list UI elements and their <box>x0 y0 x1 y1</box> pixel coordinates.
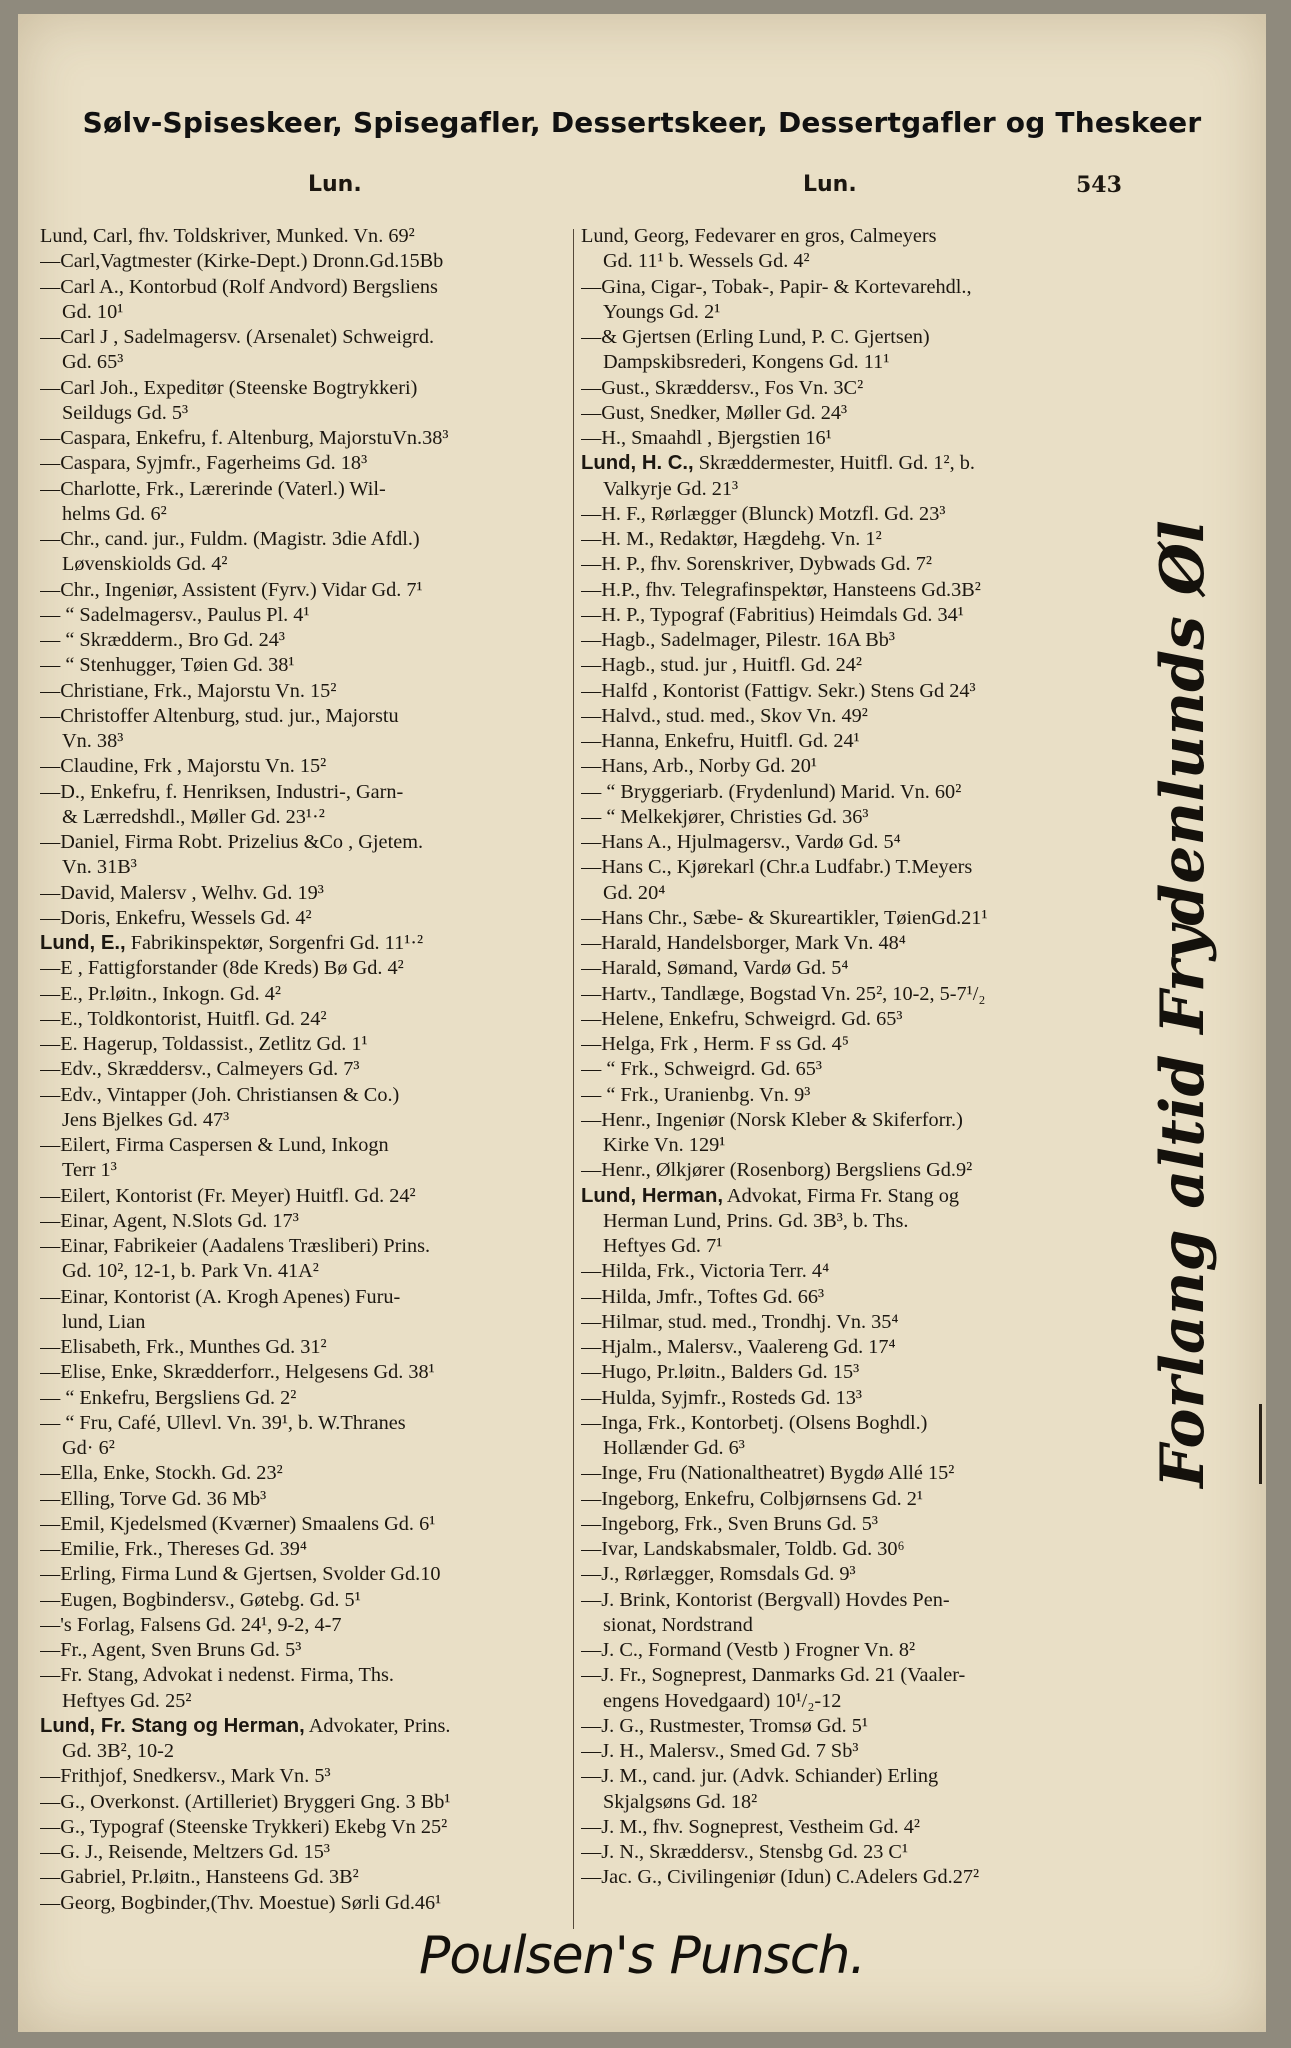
entry-line: — “ Sadelmagersv., Paulus Pl. 4¹ <box>40 603 310 626</box>
entry-line: —E., Pr.løitn., Inkogn. Gd. 4² <box>40 982 282 1005</box>
entry-line: —Fr. Stang, Advokat i nedenst. Firma, Ths. <box>40 1664 394 1687</box>
entry-line: —Helga, Frk , Herm. F ss Gd. 4⁵ <box>581 1033 849 1055</box>
entry-line: —David, Malersv , Welhv. Gd. 19³ <box>40 881 324 904</box>
entry-line: —Emilie, Frk., Thereses Gd. 39⁴ <box>40 1538 307 1560</box>
entry-line: Herman Lund, Prins. Gd. 3B³, b. Ths. <box>603 1209 909 1232</box>
entry-line: —'s Forlag, Falsens Gd. 24¹, 9-2, 4-7 <box>40 1613 342 1636</box>
left-column-header: Lun. <box>308 172 362 197</box>
entry-line: —Carl,Vagtmester (Kirke-Dept.) Dronn.Gd.15Bb <box>40 250 444 273</box>
entry-line: Valkyrje Gd. 21³ <box>603 477 739 500</box>
entry-line: —Hulda, Syjmfr., Rosteds Gd. 13³ <box>581 1386 863 1409</box>
entry-line: —Einar, Fabrikeier (Aadalens Træsliberi) Prins. <box>40 1235 431 1257</box>
entry-line: —Halvd., stud. med., Skov Vn. 49² <box>581 704 868 727</box>
entry-line: —Frithjof, Snedkersv., Mark Vn. 5³ <box>40 1765 331 1788</box>
entry-line: —Eilert, Firma Caspersen & Lund, Inkogn <box>40 1134 389 1156</box>
entry-line: —G. J., Reisende, Meltzers Gd. 15³ <box>40 1841 330 1863</box>
entry-line: & Lærredshdl., Møller Gd. 23¹·² <box>62 805 325 828</box>
entry-line: —& Gjertsen (Erling Lund, P. C. Gjertsen) <box>581 326 930 348</box>
entry-line: —E., Toldkontorist, Huitfl. Gd. 24² <box>40 1007 327 1030</box>
entry-line: lund, Lian <box>62 1310 146 1333</box>
entry-line: —H. P., fhv. Sorenskriver, Dybwads Gd. 7² <box>581 553 932 576</box>
entry-line: —Eugen, Bogbindersv., Gøtebg. Gd. 5¹ <box>40 1588 361 1611</box>
entry-line: —Ivar, Landskabsmaler, Toldb. Gd. 30⁶ <box>581 1538 905 1560</box>
side-advertisement <box>1148 484 1218 1524</box>
entry-line: — “ Frk., Schweigrd. Gd. 65³ <box>581 1058 822 1081</box>
entry-line: —Gina, Cigar-, Tobak-, Papir- & Kortevarehdl., <box>581 275 972 298</box>
entry-line: —Ella, Enke, Stockh. Gd. 23² <box>40 1462 283 1485</box>
entry-line: —Chr., cand. jur., Fuldm. (Magistr. 3die Afdl.) <box>40 528 420 550</box>
entry-line: —J. N., Skræddersv., Stensbg Gd. 23 C¹ <box>581 1841 909 1863</box>
entry-line: —Hagb., Sadelmager, Pilestr. 16A Bb³ <box>581 629 895 651</box>
entry-line: —Carl Joh., Expeditør (Steenske Bogtrykkeri) <box>40 376 418 399</box>
entry-line: —Carl A., Kontorbud (Rolf Andvord) Bergsliens <box>40 275 438 298</box>
entry-line: — “ Stenhugger, Tøien Gd. 38¹ <box>40 654 295 677</box>
entry-line: —Henr., Ingeniør (Norsk Kleber & Skiferforr.) <box>581 1108 963 1131</box>
entry-line: Lund, Herman, Advokat, Firma Fr. Stang og <box>581 1184 960 1207</box>
entry-line: —H. M., Redaktør, Hægdehg. Vn. 1² <box>581 528 882 550</box>
entry-line: — “ Bryggeriarb. (Frydenlund) Marid. Vn. 60² <box>581 780 962 803</box>
entry-line: —Claudine, Frk , Majorstu Vn. 15² <box>40 755 327 778</box>
entry-line: —Caspara, Enkefru, f. Altenburg, MajorstuVn.38³ <box>40 427 449 449</box>
entry-line: Terr 1³ <box>62 1159 117 1182</box>
entry-line: —Hans A., Hjulmagersv., Vardø Gd. 5⁴ <box>581 831 901 853</box>
entry-line: Vn. 31B³ <box>62 856 137 879</box>
top-banner-ad: Sølv-Spiseskeer, Spisegafler, Dessertskeer, Dessertgafler og Theskeer <box>82 106 1202 139</box>
entry-line: —H.P., fhv. Telegrafinspektør, Hansteens Gd.3B² <box>581 578 981 601</box>
entry-line: —Hagb., stud. jur , Huitfl. Gd. 24² <box>581 654 862 677</box>
entry-line: —H. P., Typograf (Fabritius) Heimdals Gd. 34¹ <box>581 603 964 626</box>
entry-line: —J., Rørlægger, Romsdals Gd. 9³ <box>581 1563 856 1586</box>
entry-line: Gd. 10², 12-1, b. Park Vn. 41A² <box>62 1260 319 1283</box>
entry-line: —Christiane, Frk., Majorstu Vn. 15² <box>40 679 337 702</box>
entry-line: —J. Brink, Kontorist (Bergvall) Hovdes Pen- <box>581 1588 950 1611</box>
entry-line: —Inge, Fru (Nationaltheatret) Bygdø Allé 15² <box>581 1462 955 1485</box>
entry-line: —Elling, Torve Gd. 36 Mb³ <box>40 1487 267 1510</box>
entry-line: —Edv., Skræddersv., Calmeyers Gd. 7³ <box>40 1058 360 1081</box>
entry-line: —Eilert, Kontorist (Fr. Meyer) Huitfl. Gd. 24² <box>40 1184 416 1207</box>
entry-line: —J. M., cand. jur. (Advk. Schiander) Erling <box>581 1765 939 1788</box>
entry-line: Lund, E., Fabrikinspektør, Sorgenfri Gd. 11¹·² <box>40 932 424 954</box>
entry-line: —Hilmar, stud. med., Trondhj. Vn. 35⁴ <box>581 1310 899 1333</box>
entry-line: — “ Frk., Uranienbg. Vn. 9³ <box>581 1083 811 1106</box>
entry-line: —Hans C., Kjørekarl (Chr.a Ludfabr.) T.Meyers <box>581 856 973 879</box>
entry-line: Heftyes Gd. 25² <box>62 1689 192 1712</box>
entry-line: —H. F., Rørlægger (Blunck) Motzfl. Gd. 23³ <box>581 502 946 525</box>
entry-line: Kirke Vn. 129¹ <box>603 1134 726 1156</box>
entry-line: —Emil, Kjedelsmed (Kværner) Smaalens Gd. 6¹ <box>40 1512 436 1535</box>
entry-line: —G., Typograf (Steenske Trykkeri) Ekebg Vn 25² <box>40 1815 448 1838</box>
entry-line: Lund, Fr. Stang og Herman, Advokater, Prins. <box>40 1714 451 1737</box>
entry-line: Gd. 20⁴ <box>603 881 666 904</box>
entry-line: —Gust, Snedker, Møller Gd. 24³ <box>581 401 848 424</box>
entry-line: — “ Melkekjører, Christies Gd. 36³ <box>581 805 869 828</box>
entry-line: Jens Bjelkes Gd. 47³ <box>62 1108 230 1131</box>
entry-line: —Hans Chr., Sæbe- & Skureartikler, TøienGd.21¹ <box>581 906 988 929</box>
entry-line: —Harald, Sømand, Vardø Gd. 5⁴ <box>581 957 849 980</box>
entry-line: engens Hovedgaard) 10¹/₂-12 <box>603 1689 842 1712</box>
left-column <box>40 224 590 1916</box>
entry-line: Gd. 11¹ b. Wessels Gd. 4² <box>603 250 810 273</box>
column-divider <box>573 229 574 1929</box>
entry-line: —H., Smaahdl , Bjergstien 16¹ <box>581 427 832 449</box>
entry-line: —Charlotte, Frk., Lærerinde (Vaterl.) Wil- <box>40 477 386 500</box>
entry-line: Heftyes Gd. 7¹ <box>603 1235 723 1257</box>
page-edge-mark <box>1259 1404 1262 1484</box>
entry-line: Løvenskiolds Gd. 4² <box>62 553 228 576</box>
entry-line: —Hugo, Pr.løitn., Balders Gd. 15³ <box>581 1361 860 1384</box>
entry-line: Seildugs Gd. 5³ <box>62 401 189 424</box>
entry-line: Skjalgsøns Gd. 18² <box>603 1790 758 1813</box>
entry-line: Lund, Carl, fhv. Toldskriver, Munked. Vn. 69² <box>40 225 415 247</box>
entry-line: —Inga, Frk., Kontorbetj. (Olsens Boghdl.) <box>581 1411 928 1434</box>
right-column-header: Lun. <box>803 172 857 197</box>
entry-line: —Halfd , Kontorist (Fattigv. Sekr.) Stens Gd 24³ <box>581 679 976 702</box>
entry-line: —Gabriel, Pr.løitn., Hansteens Gd. 3B² <box>40 1866 359 1889</box>
entry-line: Dampskibsrederi, Kongens Gd. 11¹ <box>603 351 890 374</box>
footer-advertisement: Poulsen's Punsch. <box>419 1926 865 1986</box>
entry-line: — “ Fru, Café, Ullevl. Vn. 39¹, b. W.Thranes <box>40 1411 406 1434</box>
entry-line: —Edv., Vintapper (Joh. Christiansen & Co.) <box>40 1083 400 1106</box>
entry-line: —E. Hagerup, Toldassist., Zetlitz Gd. 1¹ <box>40 1033 368 1055</box>
entry-line: —Ingeborg, Frk., Sven Bruns Gd. 5³ <box>581 1512 878 1535</box>
page-number: 543 <box>1076 172 1122 198</box>
entry-line: — “ Enkefru, Bergsliens Gd. 2² <box>40 1386 297 1409</box>
entry-line: helms Gd. 6² <box>62 502 167 525</box>
entry-line: —Carl J , Sadelmagersv. (Arsenalet) Schweigrd. <box>40 326 435 348</box>
entry-line: —G., Overkonst. (Artilleriet) Bryggeri Gng. 3 Bb¹ <box>40 1790 451 1813</box>
entry-line: —Hjalm., Malersv., Vaalereng Gd. 17⁴ <box>581 1336 896 1358</box>
entry-line: —Elisabeth, Frk., Munthes Gd. 31² <box>40 1336 327 1358</box>
entry-line: Lund, Georg, Fedevarer en gros, Calmeyers <box>581 225 937 247</box>
entry-line: Vn. 38³ <box>62 730 124 752</box>
entry-line: Youngs Gd. 2¹ <box>603 300 721 323</box>
entry-line: —Chr., Ingeniør, Assistent (Fyrv.) Vidar Gd. 7¹ <box>40 578 423 601</box>
entry-line: —Henr., Ølkjører (Rosenborg) Bergsliens Gd.9² <box>581 1159 973 1182</box>
entry-line: Gd. 10¹ <box>62 300 124 323</box>
entry-line: Gd. 65³ <box>62 351 124 374</box>
entry-line: —J. M., fhv. Sogneprest, Vestheim Gd. 4² <box>581 1815 921 1838</box>
entry-line: — “ Skrædderm., Bro Gd. 24³ <box>40 629 285 651</box>
entry-line: —J. G., Rustmester, Tromsø Gd. 5¹ <box>581 1714 868 1737</box>
entry-line: —Elise, Enke, Skrædderforr., Helgesens Gd. 38¹ <box>40 1361 435 1384</box>
entry-line: —Harald, Handelsborger, Mark Vn. 48⁴ <box>581 932 906 954</box>
entry-line: —D., Enkefru, f. Henriksen, Industri-, Garn- <box>40 780 404 803</box>
entry-line: —J. C., Formand (Vestb ) Frogner Vn. 8² <box>581 1639 916 1661</box>
entry-line: —Hilda, Frk., Victoria Terr. 4⁴ <box>581 1260 830 1283</box>
entry-line: —Fr., Agent, Sven Bruns Gd. 5³ <box>40 1639 302 1661</box>
entry-line: —E , Fattigforstander (8de Kreds) Bø Gd. 4² <box>40 957 404 980</box>
entry-line: —Einar, Kontorist (A. Krogh Apenes) Furu- <box>40 1285 401 1308</box>
entry-line: —Erling, Firma Lund & Gjertsen, Svolder Gd.10 <box>40 1563 441 1586</box>
entry-line: —J. Fr., Sogneprest, Danmarks Gd. 21 (Vaaler- <box>581 1664 966 1687</box>
right-column <box>581 224 1131 1891</box>
entry-line: Gd. 3B², 10-2 <box>62 1740 174 1762</box>
side-ad-text: Forlang altid Frydenlunds Øl <box>1148 520 1218 1488</box>
entry-line: —Georg, Bogbinder,(Thv. Moestue) Sørli Gd.46¹ <box>40 1891 442 1914</box>
entry-line: —Einar, Agent, N.Slots Gd. 17³ <box>40 1209 299 1232</box>
entry-line: —Hanna, Enkefru, Huitfl. Gd. 24¹ <box>581 730 860 752</box>
entry-line: —Gust., Skræddersv., Fos Vn. 3C² <box>581 376 864 399</box>
entry-line: —Ingeborg, Enkefru, Colbjørnsens Gd. 2¹ <box>581 1487 923 1510</box>
entry-line: Gd· 6² <box>62 1437 115 1459</box>
directory-page <box>18 14 1266 2032</box>
entry-line: —J. H., Malersv., Smed Gd. 7 Sb³ <box>581 1740 859 1762</box>
entry-line: —Helene, Enkefru, Schweigrd. Gd. 65³ <box>581 1007 903 1030</box>
entry-line: —Doris, Enkefru, Wessels Gd. 4² <box>40 906 312 929</box>
entry-line: —Hartv., Tandlæge, Bogstad Vn. 25², 10-2, 5-7¹/₂ <box>581 982 986 1005</box>
entry-line: —Jac. G., Civilingeniør (Idun) C.Adelers Gd.27² <box>581 1866 980 1889</box>
entry-line: —Daniel, Firma Robt. Prizelius &Co , Gjetem. <box>40 831 424 853</box>
entry-line: —Hans, Arb., Norby Gd. 20¹ <box>581 755 817 778</box>
entry-line: Hollænder Gd. 6³ <box>603 1437 745 1459</box>
entry-line: —Hilda, Jmfr., Toftes Gd. 66³ <box>581 1285 825 1308</box>
entry-line: —Christoffer Altenburg, stud. jur., Majorstu <box>40 704 399 727</box>
entry-line: —Caspara, Syjmfr., Fagerheims Gd. 18³ <box>40 452 368 475</box>
entry-line: sionat, Nordstrand <box>603 1613 753 1636</box>
entry-line: Lund, H. C., Skræddermester, Huitfl. Gd. 1², b. <box>581 452 975 475</box>
